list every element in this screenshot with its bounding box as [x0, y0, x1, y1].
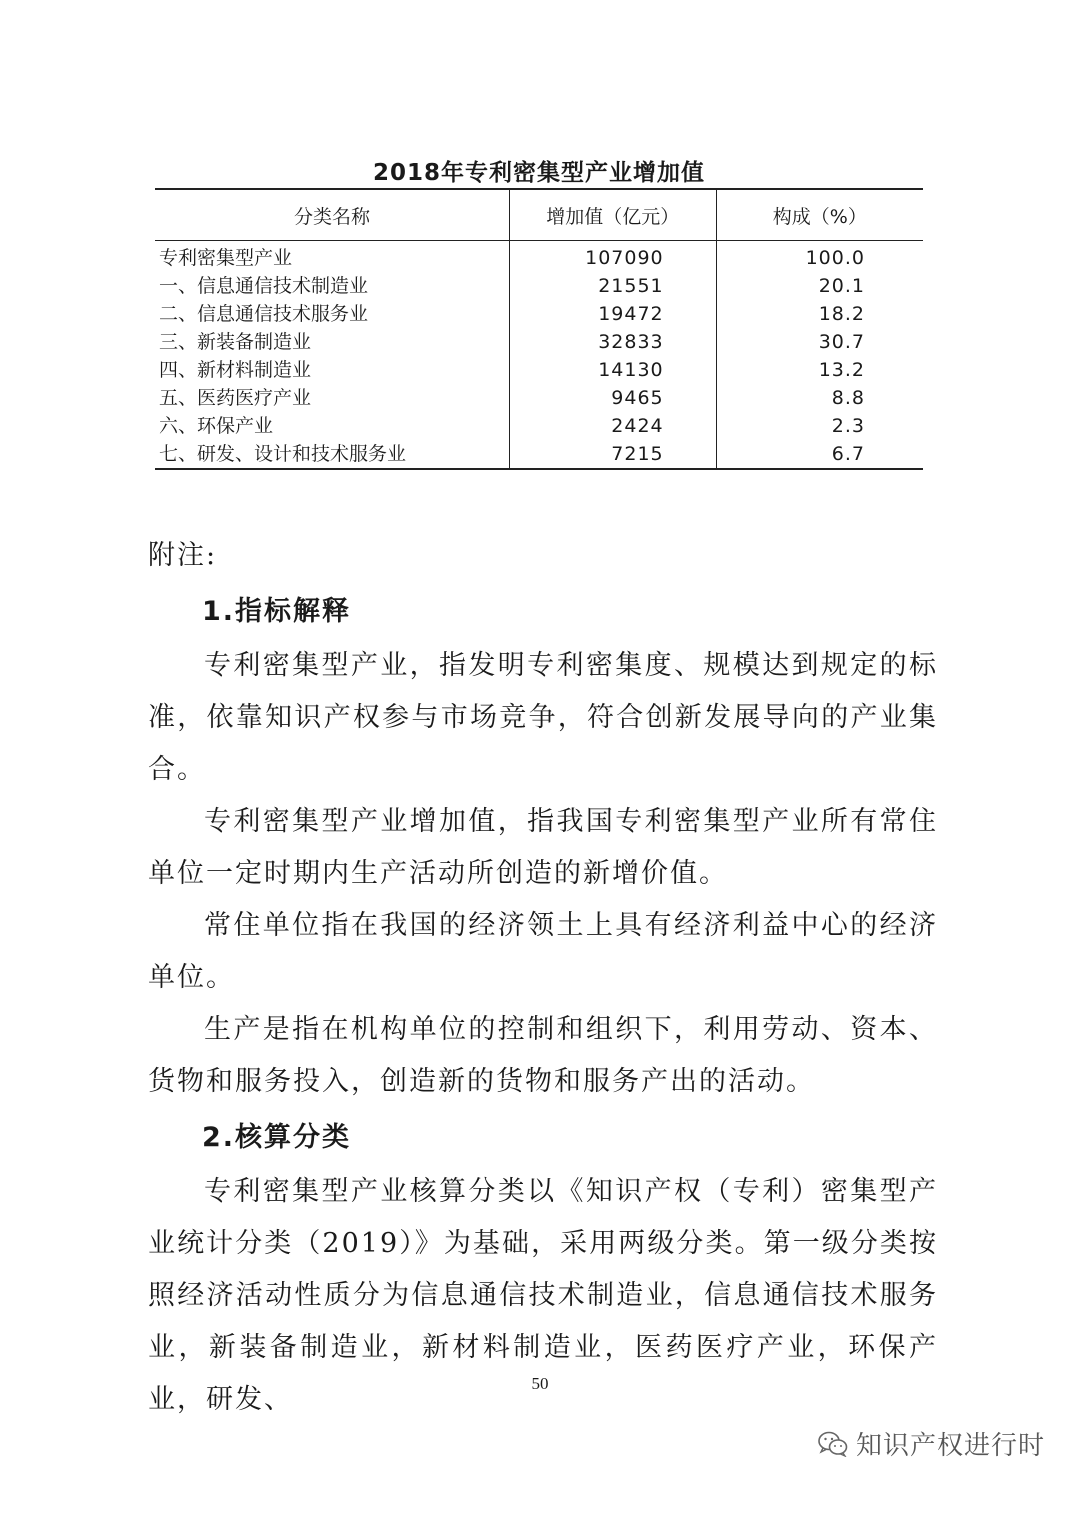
table-row: [155, 241, 923, 273]
table-row: [155, 384, 923, 412]
header-pct: 构成（%）: [716, 189, 923, 241]
table-row: [155, 412, 923, 440]
row-name: 五、医药医疗产业: [159, 387, 312, 409]
notes-section: [148, 530, 938, 1426]
paragraph: 专利密集型产业增加值，指我国专利密集型产业所有常住单位一定时期内生产活动所创造的新增价值。: [148, 806, 938, 889]
header-value: 增加值（亿元）: [509, 189, 716, 241]
row-name: 六、环保产业: [159, 415, 274, 437]
row-value: 14130: [509, 356, 716, 384]
row-pct: 6.7: [716, 440, 923, 469]
paragraph: 专利密集型产业，指发明专利密集度、规模达到规定的标准，依靠知识产权参与市场竞争，符合创新发展导向的产业集合。: [148, 650, 938, 785]
row-name: 三、新装备制造业: [159, 331, 312, 353]
paragraph: 常住单位指在我国的经济领土上具有经济利益中心的经济单位。: [148, 910, 938, 993]
row-name: 二、信息通信技术服务业: [159, 303, 369, 325]
row-pct: 18.2: [716, 300, 923, 328]
header-name: 分类名称: [155, 189, 509, 241]
row-pct: 20.1: [716, 272, 923, 300]
watermark: [818, 1425, 1045, 1462]
row-pct: 30.7: [716, 328, 923, 356]
row-value: 2424: [509, 412, 716, 440]
row-value: 7215: [509, 440, 716, 469]
table-row: [155, 272, 923, 300]
paragraph: 生产是指在机构单位的控制和组织下，利用劳动、资本、货物和服务投入，创造新的货物和服务产出的活动。: [148, 1014, 938, 1097]
row-pct: 8.8: [716, 384, 923, 412]
section-heading-indicators: 1.指标解释: [202, 596, 352, 627]
row-value: 107090: [509, 241, 716, 273]
table-row: [155, 440, 923, 469]
row-value: 19472: [509, 300, 716, 328]
row-name: 四、新材料制造业: [159, 359, 312, 381]
row-pct: 2.3: [716, 412, 923, 440]
paragraph: 专利密集型产业核算分类以《知识产权（专利）密集型产业统计分类（2019）》为基础，采用两级分类。第一级分类按照经济活动性质分为信息通信技术制造业，信息通信技术服务业，新装备制造业，新材料制造业，医药医疗产业，环保产业，研发、: [148, 1176, 938, 1415]
wechat-icon: [818, 1431, 848, 1457]
table-title: 2018年专利密集型产业增加值: [372, 160, 705, 186]
row-name: 七、研发、设计和技术服务业: [155, 440, 509, 469]
row-pct: 100.0: [716, 241, 923, 273]
page-number: 50: [531, 1374, 549, 1393]
row-value: 9465: [509, 384, 716, 412]
table-row: [155, 328, 923, 356]
row-value: 21551: [509, 272, 716, 300]
table-row: [155, 300, 923, 328]
row-name: 专利密集型产业: [159, 247, 293, 269]
watermark-text: 知识产权进行时: [856, 1431, 1046, 1461]
row-value: 32833: [509, 328, 716, 356]
table-header-row: [155, 189, 923, 241]
data-table: [155, 188, 923, 470]
table-row: [155, 356, 923, 384]
row-name: 一、信息通信技术制造业: [159, 275, 369, 297]
section-heading-classification: 2.核算分类: [202, 1122, 352, 1153]
row-pct: 13.2: [716, 356, 923, 384]
notes-label: 附注:: [148, 540, 218, 571]
